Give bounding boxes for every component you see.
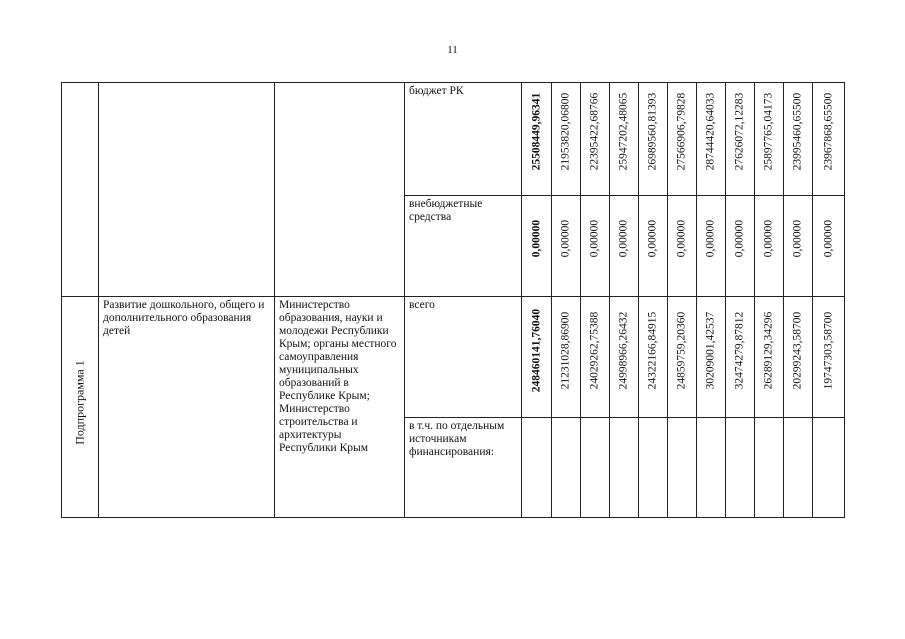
value-text: 0,00000 bbox=[791, 219, 804, 257]
empty-cell bbox=[784, 418, 813, 518]
value-text: 248460141,76040 bbox=[530, 308, 542, 392]
executors-cell bbox=[275, 297, 405, 518]
value-text: 24859759,20360 bbox=[675, 311, 688, 389]
value-text: 0,00000 bbox=[530, 219, 542, 257]
value-cell bbox=[581, 83, 610, 196]
source-label: бюджет РК bbox=[409, 85, 464, 97]
value-cell bbox=[755, 196, 784, 297]
value-text: 20299243,58700 bbox=[791, 311, 804, 389]
value-text: 25947202,48065 bbox=[617, 92, 630, 170]
value-cell bbox=[610, 196, 639, 297]
value-text: 0,00000 bbox=[733, 219, 746, 257]
value-text: 0,00000 bbox=[617, 219, 630, 257]
value-cell bbox=[813, 196, 845, 297]
value-cell bbox=[697, 83, 726, 196]
value-text: 26289129,34296 bbox=[762, 311, 775, 389]
value-text: 0,00000 bbox=[588, 219, 601, 257]
value-cell bbox=[726, 196, 755, 297]
value-text: 23995460,65500 bbox=[791, 92, 804, 170]
value-text: 30209001,42537 bbox=[704, 311, 717, 389]
value-text: 22395422,68766 bbox=[588, 92, 601, 170]
source-label: внебюджетные средства bbox=[409, 198, 483, 223]
value-cell bbox=[639, 196, 668, 297]
value-text: 26989560,81393 bbox=[646, 92, 659, 170]
value-cell bbox=[697, 297, 726, 418]
source-cell bbox=[405, 83, 522, 196]
value-cell bbox=[668, 83, 697, 196]
empty-cell bbox=[639, 418, 668, 518]
value-cell bbox=[581, 196, 610, 297]
source-cell bbox=[405, 418, 522, 518]
empty-cell bbox=[581, 418, 610, 518]
value-cell bbox=[581, 297, 610, 418]
value-cell bbox=[668, 297, 697, 418]
empty-cell bbox=[668, 418, 697, 518]
empty-cell bbox=[726, 418, 755, 518]
value-cell bbox=[610, 83, 639, 196]
value-cell bbox=[755, 297, 784, 418]
value-cell bbox=[755, 83, 784, 196]
value-text: 24322166,84915 bbox=[646, 311, 659, 389]
subprogram-name-cell bbox=[99, 297, 275, 518]
value-cell bbox=[639, 83, 668, 196]
value-text: 0,00000 bbox=[762, 219, 775, 257]
value-cell bbox=[522, 196, 552, 297]
value-cell bbox=[639, 297, 668, 418]
value-cell bbox=[784, 297, 813, 418]
value-cell bbox=[726, 83, 755, 196]
value-text: 24998966,26432 bbox=[617, 311, 630, 389]
value-text: 0,00000 bbox=[675, 219, 688, 257]
value-cell bbox=[813, 83, 845, 196]
value-cell bbox=[668, 196, 697, 297]
empty-cell bbox=[552, 418, 581, 518]
empty-cell bbox=[813, 418, 845, 518]
budget-table bbox=[61, 82, 845, 518]
page-number: 11 bbox=[447, 44, 458, 56]
value-cell bbox=[522, 83, 552, 196]
empty-cell bbox=[99, 83, 275, 297]
value-cell bbox=[610, 297, 639, 418]
value-text: 28744420,64033 bbox=[704, 92, 717, 170]
value-text: 0,00000 bbox=[822, 219, 834, 257]
value-text: 0,00000 bbox=[559, 219, 572, 257]
empty-cell bbox=[610, 418, 639, 518]
value-text: 0,00000 bbox=[646, 219, 659, 257]
value-cell bbox=[726, 297, 755, 418]
subprogram-label-cell bbox=[62, 297, 99, 518]
value-cell bbox=[784, 196, 813, 297]
value-text: 19747303,58700 bbox=[822, 311, 834, 389]
empty-cell bbox=[522, 418, 552, 518]
empty-cell bbox=[275, 83, 405, 297]
executors-text: Министерство образования, науки и молодежи Республики Крым; органы местного самоуправления муниципальных образований в Республике Крым; Министерство строительства и архитектуры Республики Крым bbox=[279, 299, 397, 454]
value-cell bbox=[552, 196, 581, 297]
value-cell bbox=[813, 297, 845, 418]
table-row bbox=[62, 297, 845, 418]
value-text: 25897765,04173 bbox=[762, 92, 775, 170]
empty-cell bbox=[755, 418, 784, 518]
value-text: 27626072,12283 bbox=[733, 92, 746, 170]
value-text: 24029262,75388 bbox=[588, 311, 601, 389]
empty-cell bbox=[62, 83, 99, 297]
value-text: 32474279,87812 bbox=[733, 311, 746, 389]
value-cell bbox=[784, 83, 813, 196]
source-cell bbox=[405, 196, 522, 297]
value-text: 21231028,86900 bbox=[559, 311, 572, 389]
value-cell bbox=[522, 297, 552, 418]
value-text: 23967868,65500 bbox=[822, 92, 834, 170]
value-text: 21953820,06800 bbox=[559, 92, 572, 170]
empty-cell bbox=[697, 418, 726, 518]
source-cell bbox=[405, 297, 522, 418]
value-cell bbox=[697, 196, 726, 297]
subprogram-name: Развитие дошкольного, общего и дополнительного образования детей bbox=[103, 299, 265, 337]
table-row bbox=[62, 83, 845, 196]
value-cell bbox=[552, 83, 581, 196]
value-text: 25508449,96341 bbox=[530, 92, 542, 170]
source-label: в т.ч. по отдельным источникам финансирования: bbox=[409, 420, 505, 458]
source-label: всего bbox=[409, 299, 435, 311]
subprogram-label: Подпрограмма 1 bbox=[72, 359, 87, 445]
value-cell bbox=[552, 297, 581, 418]
value-text: 27566906,79828 bbox=[675, 92, 688, 170]
value-text: 0,00000 bbox=[704, 219, 717, 257]
